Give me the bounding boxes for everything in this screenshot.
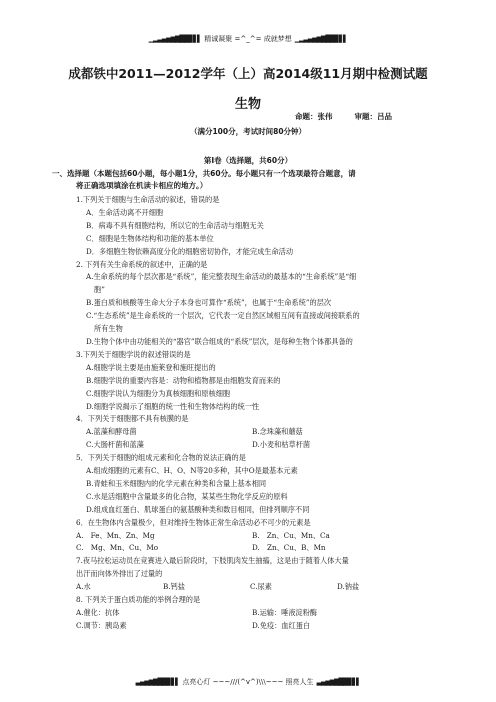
author-label: 命题：张伟	[295, 112, 333, 121]
footer-decoration-left: ▃▄▅▆▇█▉▊▋▌	[135, 678, 180, 686]
page-footer	[0, 677, 496, 687]
option-1b: B．病毒不具有细胞结构，所以它的生命活动与细胞无关	[86, 220, 264, 230]
option-4a: A.蓝藻和酵母菌	[86, 427, 137, 437]
option-3a: A.细胞学说主要是由施莱登和施旺提出的	[86, 362, 216, 372]
header-decoration-left: ▁▂▃▄▅▆▇█▉▊▋▌	[148, 35, 202, 43]
footer-decoration-right: ▃▄▅▆▇█▉▊▋▌	[316, 678, 361, 686]
options-4-row-1	[86, 426, 438, 439]
option-5b: B.青蛙和玉米细胞内的化学元素在种类和含量上基本相同	[86, 478, 267, 488]
question-5: 5．下列关于细胞的组成元素和化合物的说法正确的是	[76, 453, 246, 463]
question-8: 8. 下列关于蛋白质功能的举例合理的是	[76, 595, 201, 605]
page-header	[0, 34, 496, 44]
question-2: 2. 下列有关生命系统的叙述中，正确的是	[76, 259, 208, 269]
question-6: 6．在生物体内含量极少，但对维持生物体正常生命活动必不可少的元素是	[76, 517, 311, 527]
option-1c: C．细胞是生物体结构和功能的基本单位	[86, 233, 214, 243]
option-4c: C.大肠杆菌和蓝藻	[86, 440, 144, 450]
option-5a: A.组成细胞的元素有C、H、O、N等20多种，其中O是最基本元素	[86, 466, 298, 476]
question-7-cont: 出汗而向体外排出了过量的	[76, 569, 163, 579]
reviewer-label: 审题：吕品	[354, 112, 392, 121]
options-6-row-2	[76, 542, 438, 555]
option-6a: A. Fe、Mn、Zn、Mg	[76, 530, 155, 540]
option-2b: B.蛋白质和核酸等生命大分子本身也可算作“系统”，也属于“生命系统”的层次	[86, 298, 332, 308]
option-1a: A．生命活动离不开细胞	[86, 207, 164, 217]
option-2c-cont: 所有生物	[94, 324, 123, 334]
option-8c: C.调节：胰岛素	[76, 620, 127, 630]
section-title-line-2: 将正确选项填涂在机读卡相应的地方。）	[76, 181, 208, 190]
option-7d: D.钠盐	[337, 582, 360, 592]
question-3: 3.下列关于细胞学说的叙述错误的是	[76, 349, 191, 359]
option-4d: D.小麦和枯草杆菌	[252, 440, 311, 450]
option-6c: C. Mg、Mn、Cu、Mo	[76, 543, 159, 553]
section-title-line-1: 一、选择题（本题包括60小题，每小题1分，共60分。每小题只有一个选项最符合题意，请	[52, 169, 356, 178]
option-5d: D.组成血红蛋白、肌球蛋白的氨基酸种类和数目相同，但排列顺序不同	[86, 504, 310, 514]
options-8-row-2	[76, 620, 438, 633]
exam-subject: 生物	[234, 97, 261, 112]
options-4-row-2	[86, 439, 438, 452]
question-list	[62, 194, 438, 633]
exam-meta	[295, 111, 414, 122]
option-2a-cont: 胞”	[94, 285, 105, 295]
exam-title: 成都铁中2011—2012学年（上）高2014级11月期中检测试题	[68, 66, 428, 81]
option-2d: D.生物个体中由功能相关的“器官”联合组成的“系统”层次，是每种生物个体都具备的	[86, 336, 353, 346]
question-7: 7.夜马拉松运动员在竞赛进入最后阶段时，下肢肌肉发生抽搐，这是由于随着人体大量	[76, 556, 349, 566]
header-decoration-right: ▁▂▃▄▅▆▇█▉▊▋▌	[294, 35, 348, 43]
option-3d: D.细胞学说揭示了细胞的统一性和生物体结构的统一性	[86, 401, 260, 411]
part-title: 第Ⅰ卷（选择题，共60分）	[203, 156, 293, 165]
question-1: 1.下列关于细胞与生命活动的叙述，错误的是	[76, 195, 220, 204]
footer-text: 点亮心灯 ~~~///(^v^)\\\~~~ 照亮人生	[182, 678, 314, 686]
option-2c: C.“生态系统”是生命系统的一个层次，它代表一定自然区域相互间有直接或间接联系的	[86, 311, 360, 321]
section-heading	[52, 168, 438, 192]
option-2a: A.生命系统的每个层次都是“系统”，能完整表现生命活动的最基本的“生命系统”是“细	[86, 272, 357, 282]
option-1d: D．多细胞生物依赖高度分化的细胞密切协作，才能完成生命活动	[86, 246, 294, 256]
options-8-row-1	[76, 607, 438, 620]
option-6b: B. Zn、Cu、Mn、Ca	[252, 530, 330, 540]
option-6d: D. Zn、Cu、B、Mn	[252, 543, 326, 553]
score-note: （满分100分，考试时间80分钟）	[189, 127, 307, 136]
options-7-row	[76, 581, 438, 594]
option-3b: B.细胞学说的重要内容是：动物和植物都是由细胞发育而来的	[86, 375, 281, 385]
question-4: 4．下列关于细胞都不具有核膜的是	[76, 414, 189, 424]
option-4b: B.念珠藻和蘑菇	[252, 427, 303, 437]
options-6-row-1	[76, 530, 438, 543]
option-7c: C.尿素	[250, 582, 272, 592]
option-8a: A.催化：抗体	[76, 608, 120, 617]
option-7a: A.水	[76, 582, 91, 592]
option-7b: B.钙盐	[163, 582, 185, 592]
option-8b: B.运输：唾液淀粉酶	[252, 608, 318, 617]
option-3c: C.细胞学说认为细胞分为真核细胞和原核细胞	[86, 388, 231, 398]
header-text: 精诚凝聚 =^_^= 成就梦想	[204, 35, 292, 43]
option-8d: D.免疫：血红蛋白	[252, 620, 311, 630]
option-5c: C.水是活细胞中含量最多的化合物，某某些生物化学反应的原料	[86, 491, 288, 501]
